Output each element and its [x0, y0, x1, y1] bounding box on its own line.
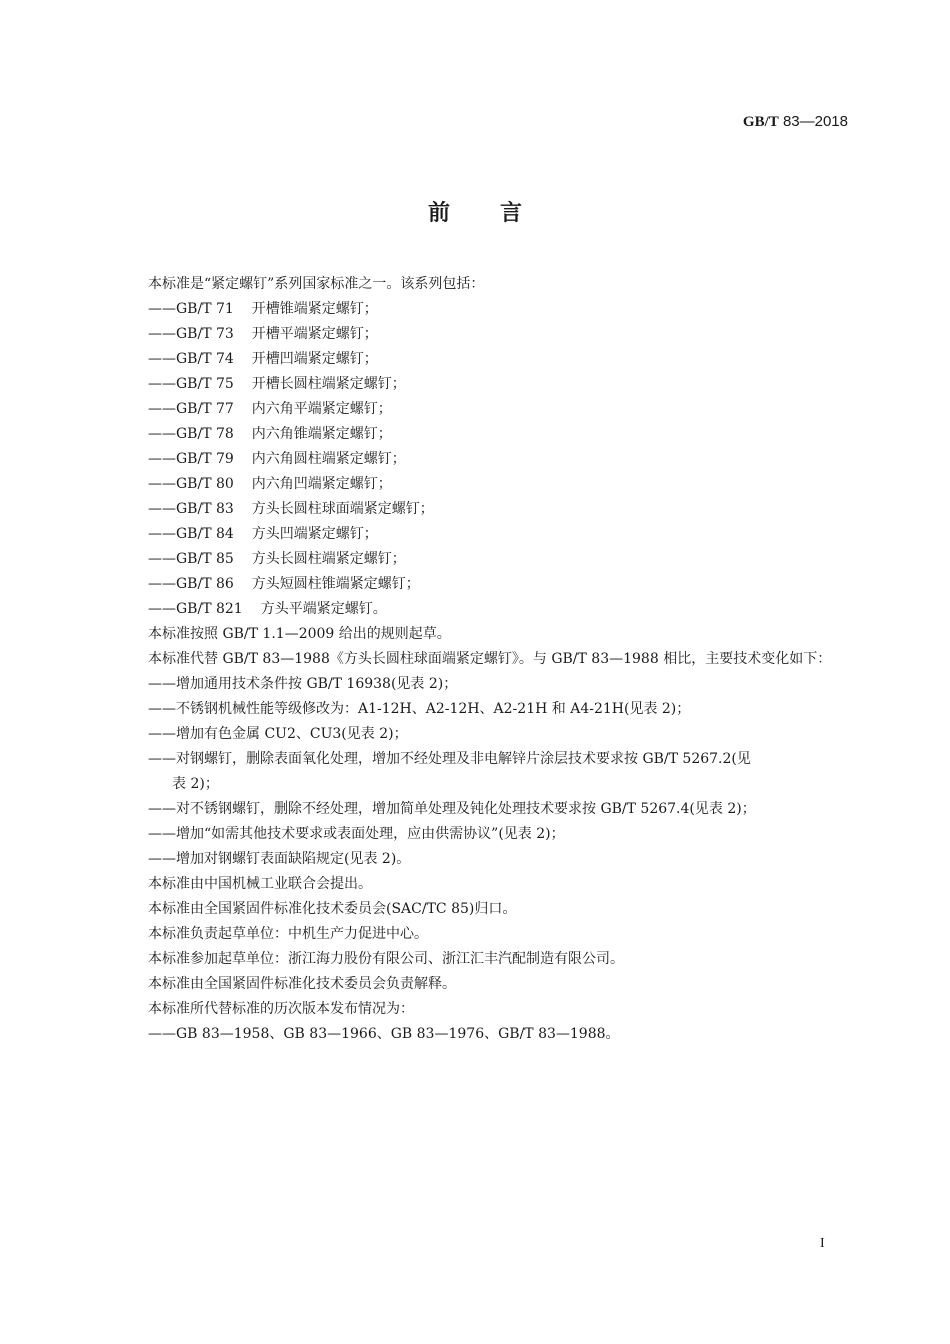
list-item: [108, 497, 853, 522]
list-item: [108, 572, 853, 597]
standard-name: 开槽凹端紧定螺钉；: [251, 351, 378, 367]
standard-code: ——GB/T 71: [148, 301, 234, 317]
standard-prefix: GB/T: [742, 114, 779, 130]
standard-name: 方头长圆柱端紧定螺钉；: [251, 551, 406, 567]
standard-code: ——GB/T 84: [148, 526, 234, 542]
list-item: [108, 472, 853, 497]
standard-code: ——GB/T 83: [148, 501, 234, 517]
replacement-paragraph: 本标准代替 GB/T 83—1988《方头长圆柱球面端紧定螺钉》。与 GB/T 83—1988 相比，主要技术变化如下：: [148, 651, 832, 667]
standard-name: 内六角圆柱端紧定螺钉；: [251, 451, 406, 467]
standard-code: ——GB/T 77: [148, 401, 234, 417]
standard-name: 开槽锥端紧定螺钉；: [251, 301, 378, 317]
standard-name: 开槽长圆柱端紧定螺钉；: [251, 376, 406, 392]
list-item: [108, 522, 853, 547]
standard-code: ——GB/T 78: [148, 426, 234, 442]
standard-name: 方头平端紧定螺钉。: [260, 601, 387, 617]
standard-code: ——GB/T 74: [148, 351, 234, 367]
list-item: [108, 322, 853, 347]
change-text-continued: 表 2)；: [172, 776, 219, 792]
lead-drafter-paragraph: 本标准负责起草单位：中机生产力促进中心。: [148, 926, 428, 942]
change-item: [108, 747, 853, 797]
change-item: ——增加有色金属 CU2、CU3(见表 2)；: [148, 726, 408, 742]
change-item: ——增加“如需其他技术要求或表面处理，应由供需协议”(见表 2)；: [148, 826, 565, 842]
standard-name: 方头长圆柱球面端紧定螺钉；: [251, 501, 434, 517]
list-item: [108, 547, 853, 572]
list-item: [108, 447, 853, 472]
page-number: I: [820, 1236, 825, 1251]
participating-drafters-paragraph: 本标准参加起草单位：浙江海力股份有限公司、浙江汇丰汽配制造有限公司。: [148, 951, 624, 967]
list-item: [108, 297, 853, 322]
standard-code: ——GB/T 821: [148, 601, 243, 617]
standard-code: ——GB/T 79: [148, 451, 234, 467]
standard-code: ——GB/T 86: [148, 576, 234, 592]
standard-name: 方头短圆柱锥端紧定螺钉；: [251, 576, 420, 592]
list-item: [108, 397, 853, 422]
page-title: [0, 196, 950, 227]
history-intro-paragraph: 本标准所代替标准的历次版本发布情况为：: [148, 1001, 414, 1017]
standard-name: 开槽平端紧定螺钉；: [251, 326, 378, 342]
list-item: [108, 422, 853, 447]
intro-paragraph: 本标准是“紧定螺钉”系列国家标准之一。该系列包括：: [148, 276, 485, 292]
list-item: [108, 347, 853, 372]
title-char-2: 言: [500, 201, 573, 226]
change-item: ——增加对钢螺钉表面缺陷规定(见表 2)。: [148, 851, 411, 867]
standard-number: 83—2018: [782, 113, 848, 130]
standard-name: 内六角平端紧定螺钉；: [251, 401, 392, 417]
standard-code: ——GB/T 75: [148, 376, 234, 392]
administrator-paragraph: 本标准由全国紧固件标准化技术委员会(SAC/TC 85)归口。: [148, 901, 517, 917]
standard-code: ——GB/T 80: [148, 476, 234, 492]
title-char-1: 前: [427, 201, 500, 226]
standard-code: [743, 113, 848, 131]
change-item: ——对不锈钢螺钉，删除不经处理，增加简单处理及钝化处理技术要求按 GB/T 5267.4(见表 2)；: [148, 801, 756, 817]
list-item: [108, 597, 853, 622]
standard-name: 方头凹端紧定螺钉；: [251, 526, 378, 542]
change-item: ——不锈钢机械性能等级修改为：A1-12H、A2-12H、A2-21H 和 A4-21H(见表 2)；: [148, 701, 691, 717]
standard-name: 内六角锥端紧定螺钉；: [251, 426, 392, 442]
standard-code: ——GB/T 73: [148, 326, 234, 342]
changes-list: [108, 672, 853, 872]
change-item: ——增加通用技术条件按 GB/T 16938(见表 2)；: [148, 676, 458, 692]
proposer-paragraph: 本标准由中国机械工业联合会提出。: [148, 876, 372, 892]
history-list-item: ——GB 83—1958、GB 83—1966、GB 83—1976、GB/T 83—1988。: [148, 1026, 620, 1042]
interpretation-paragraph: 本标准由全国紧固件标准化技术委员会负责解释。: [148, 976, 456, 992]
standard-code: ——GB/T 85: [148, 551, 234, 567]
drafting-rule-paragraph: 本标准按照 GB/T 1.1—2009 给出的规则起草。: [148, 626, 451, 642]
series-list: [108, 297, 853, 622]
list-item: [108, 372, 853, 397]
foreword-body: [108, 272, 853, 1047]
change-text: ——对钢螺钉，删除表面氧化处理，增加不经处理及非电解锌片涂层技术要求按 GB/T 5267.2(见: [148, 751, 751, 767]
standard-name: 内六角凹端紧定螺钉；: [251, 476, 392, 492]
